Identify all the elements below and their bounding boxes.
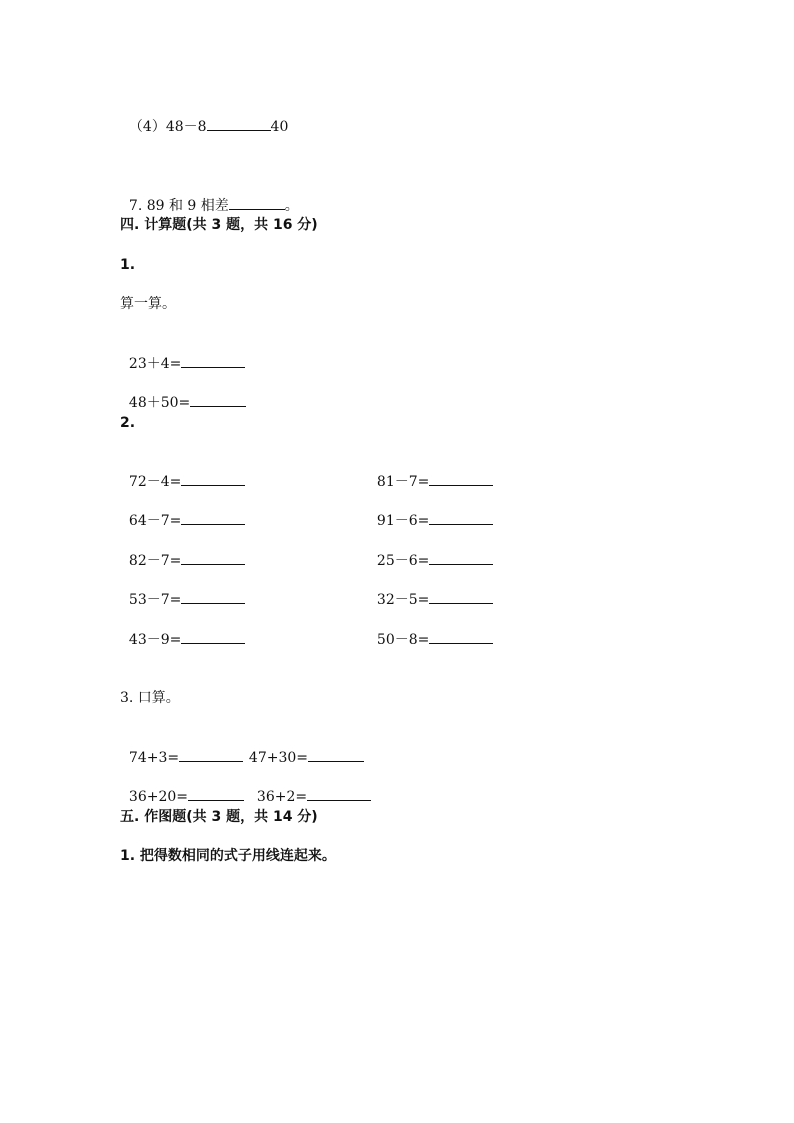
expression: 64－7= [128,513,182,529]
answer-blank[interactable] [181,550,245,565]
s4-p3-title: 3. 口算。 [120,690,180,706]
answer-blank[interactable] [207,116,271,131]
expression: 32－5= [376,592,430,608]
s5-p1-instruction: 1. 把得数相同的式子用线连起来。 [120,848,336,864]
q6-item-4-expression: （4）48－8 [128,119,207,135]
answer-blank[interactable] [181,629,245,644]
s4-p2-left-4 [120,571,245,609]
s4-p2-right-5 [368,611,493,649]
expression: 82－7= [128,553,182,569]
answer-blank[interactable] [308,747,364,762]
expression: 81－7= [376,474,430,490]
expression: 25－6= [376,553,430,569]
answer-blank[interactable] [188,786,244,801]
expression: 91－6= [376,513,430,529]
answer-blank[interactable] [307,786,371,801]
s4-p2-number: 2. [120,415,136,431]
answer-blank[interactable] [181,510,245,525]
s4-p2-right-4 [368,571,493,609]
expression: 43－9= [128,632,182,648]
answer-blank[interactable] [429,550,493,565]
section-5-heading: 五. 作图题(共 3 题，共 14 分) [120,809,318,825]
expression: 47+30= [248,750,308,766]
s4-p3-row1-b [240,729,364,767]
q7-suffix: 。 [284,198,299,214]
s4-p1-instruction: 算一算。 [120,296,176,312]
answer-blank[interactable] [190,392,246,407]
answer-blank[interactable] [429,629,493,644]
s4-p2-left-1 [120,453,245,491]
expression: 23＋4= [128,356,182,372]
expression: 36+20= [128,789,188,805]
answer-blank[interactable] [429,510,493,525]
expression: 74+3= [128,750,180,766]
q6-item-4 [120,98,288,136]
q7-text: 7. 89 和 9 相差 [128,198,229,214]
s4-p1-item-1 [120,335,245,373]
s4-p2-right-2 [368,492,493,530]
expression: 53－7= [128,592,182,608]
s4-p3-row2-b [248,768,371,806]
answer-blank[interactable] [179,747,243,762]
expression: 72－4= [128,474,182,490]
s4-p2-right-1 [368,453,493,491]
expression: 36+2= [256,789,308,805]
q7 [120,177,299,215]
answer-blank[interactable] [181,471,245,486]
s4-p2-right-3 [368,532,493,570]
s4-p3-row1-a [120,729,243,767]
answer-blank[interactable] [229,195,285,210]
expression: 48＋50= [128,395,191,411]
answer-blank[interactable] [181,353,245,368]
answer-blank[interactable] [429,589,493,604]
answer-blank[interactable] [181,589,245,604]
q6-item-4-compare-value: 40 [270,119,289,135]
s4-p2-left-2 [120,492,245,530]
expression: 50－8= [376,632,430,648]
s4-p1-item-2 [120,374,246,412]
s4-p2-left-5 [120,611,245,649]
s4-p3-row2-a [120,768,244,806]
section-4-heading: 四. 计算题(共 3 题，共 16 分) [120,217,318,233]
answer-blank[interactable] [429,471,493,486]
s4-p1-number: 1. [120,257,136,273]
s4-p2-left-3 [120,532,245,570]
